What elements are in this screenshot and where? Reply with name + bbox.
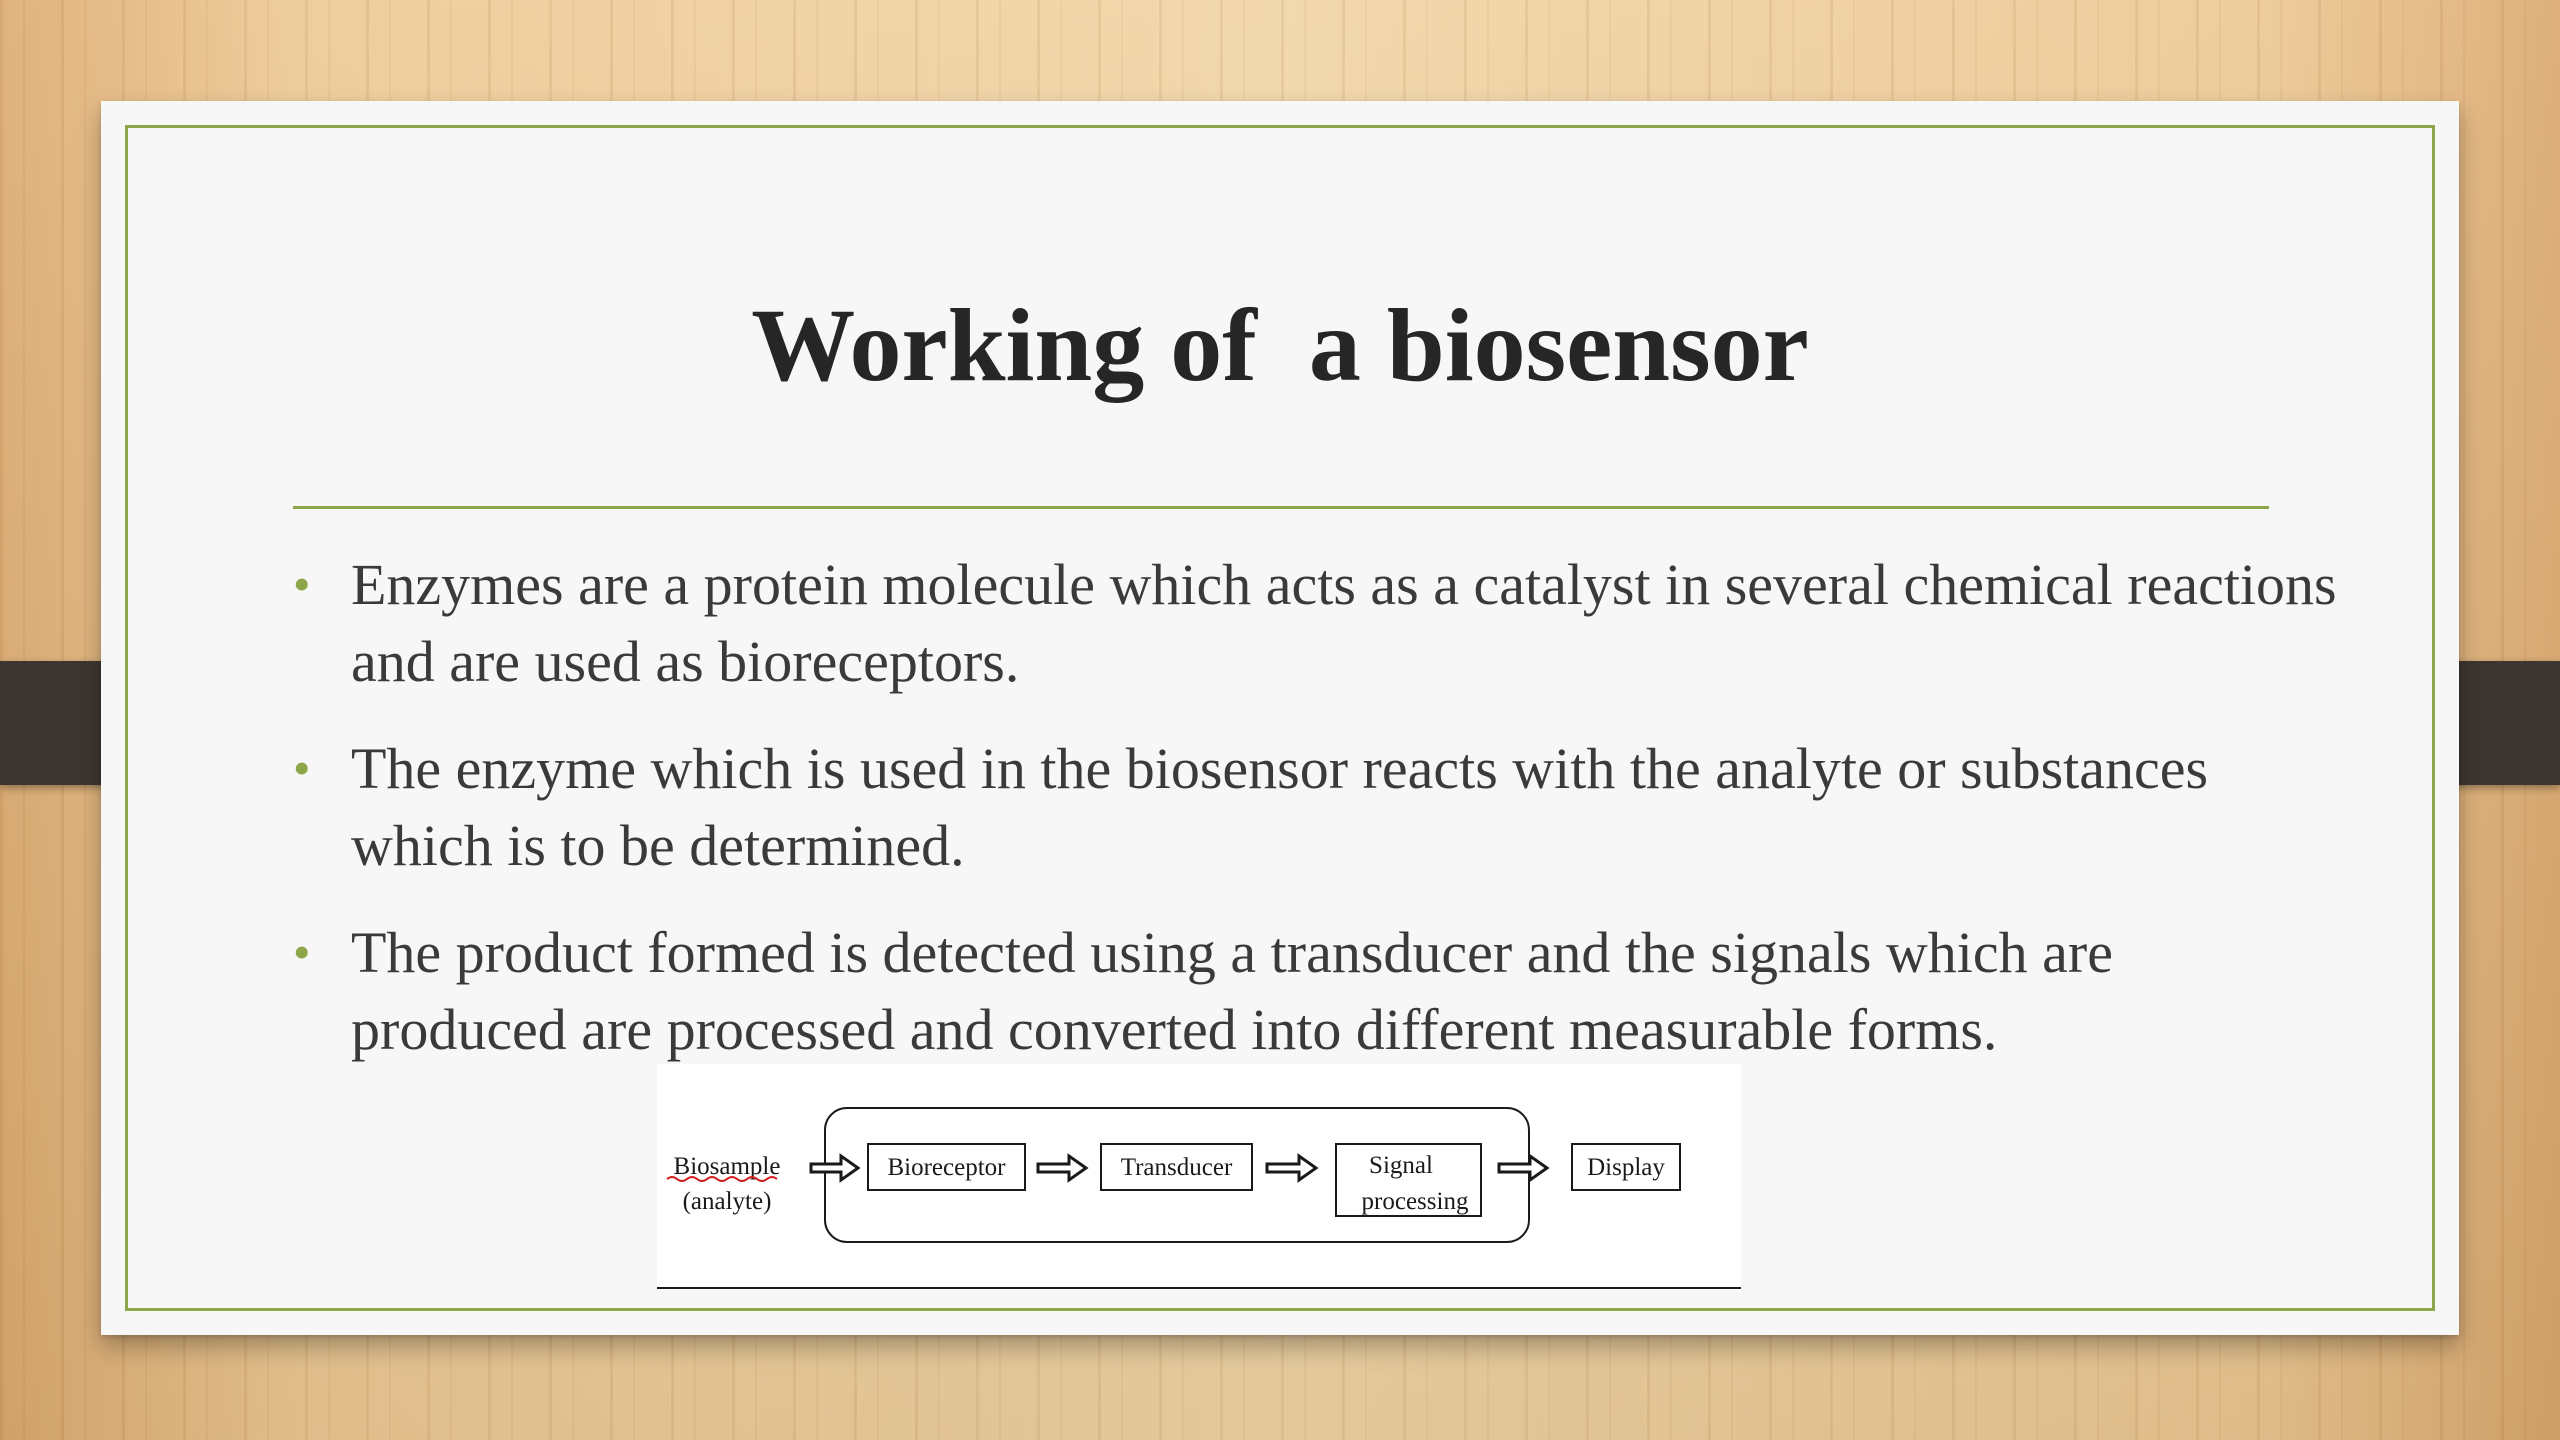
bullet-text: Enzymes are a protein molecule which acts as a catalyst in several chemical reactions and are used as bioreceptors.: [351, 552, 2337, 694]
display-label: Display: [1587, 1154, 1665, 1181]
bullet-marker: •: [293, 556, 311, 612]
flow-arrow: [1499, 1156, 1547, 1180]
flow-diagram-svg: [657, 1064, 1741, 1290]
flow-arrow: [811, 1156, 858, 1180]
processing-label: processing: [1361, 1188, 1469, 1215]
biosample-label: Biosample: [673, 1153, 781, 1180]
bullet-marker: •: [293, 924, 311, 980]
transducer-label: Transducer: [1120, 1154, 1233, 1181]
signal-label: Signal: [1369, 1152, 1433, 1179]
bullet-text: The enzyme which is used in the biosensor reacts with the analyte or substances which is to be determined.: [351, 736, 2209, 878]
slide: [101, 101, 2459, 1335]
flow-arrow: [1267, 1156, 1316, 1180]
bullet-item: [293, 914, 2341, 1068]
flow-arrow: [1038, 1156, 1086, 1180]
title-divider: [293, 506, 2269, 509]
bullet-list: [293, 546, 2341, 1098]
bullet-text: The product formed is detected using a transducer and the signals which are produced are processed and converted into different measurable forms.: [351, 920, 2113, 1062]
bullet-item: [293, 546, 2341, 700]
bullet-marker: •: [293, 740, 311, 796]
bullet-item: [293, 730, 2341, 884]
slide-title: Working of a biosensor: [751, 288, 1809, 403]
biosensor-flow-diagram: [657, 1064, 1741, 1290]
analyte-label: (analyte): [682, 1188, 772, 1215]
bioreceptor-label: Bioreceptor: [887, 1154, 1006, 1181]
